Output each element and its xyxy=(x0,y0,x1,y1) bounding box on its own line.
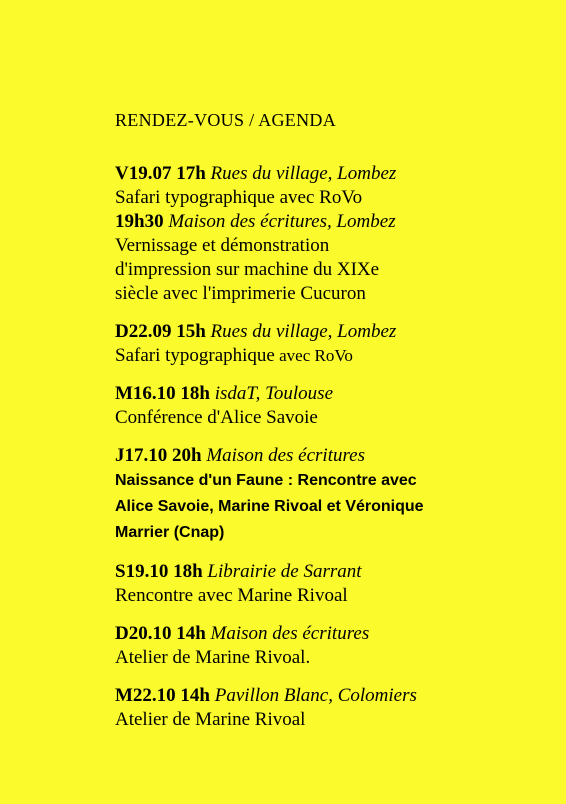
event-item xyxy=(115,382,535,430)
agenda xyxy=(115,108,535,746)
event-date: M16.10 18h xyxy=(115,383,210,404)
event-place: Librairie de Sarrant xyxy=(207,561,362,582)
event-description: Atelier de Marine Rivoal. xyxy=(115,647,311,668)
event-description: Safari typographique avec RoVo xyxy=(115,187,363,208)
event-item xyxy=(115,444,535,546)
event-description-main: Safari typographique xyxy=(115,345,275,366)
event-header xyxy=(115,382,535,406)
event-place: Maison des écritures xyxy=(206,445,365,466)
event-date: V19.07 17h xyxy=(115,163,206,184)
event-description-line: Alice Savoie, Marine Rivoal et Véronique xyxy=(115,498,424,515)
event-description-line: Marrier (Cnap) xyxy=(115,524,225,541)
agenda-heading: RENDEZ-VOUS / AGENDA xyxy=(115,110,336,130)
event-header xyxy=(115,622,535,646)
event-description: Rencontre avec Marine Rivoal xyxy=(115,585,348,606)
event-item xyxy=(115,622,535,670)
event-place: Rues du village, Lombez xyxy=(210,163,397,184)
event-time: 19h30 xyxy=(115,211,164,232)
event-place: Rues du village, Lombez xyxy=(210,321,397,342)
event-item xyxy=(115,162,535,306)
event-place: isdaT, Toulouse xyxy=(214,383,334,404)
event-item xyxy=(115,560,535,608)
event-description xyxy=(115,344,535,368)
event-date: J17.10 20h xyxy=(115,445,202,466)
event-header xyxy=(115,210,535,234)
event-header xyxy=(115,560,535,584)
event-description-line: Vernissage et démonstration xyxy=(115,235,330,256)
event-header xyxy=(115,684,535,708)
event-description-small: avec RoVo xyxy=(274,346,353,365)
event-date: M22.10 14h xyxy=(115,685,210,706)
event-description-line: siècle avec l'imprimerie Cucuron xyxy=(115,283,366,304)
event-header xyxy=(115,162,535,186)
event-description-line: d'impression sur machine du XIXe xyxy=(115,259,380,280)
event-date: S19.10 18h xyxy=(115,561,203,582)
event-description-line: Naissance d'un Faune : Rencontre avec xyxy=(115,472,417,489)
event-date: D20.10 14h xyxy=(115,623,206,644)
event-place: Maison des écritures, Lombez xyxy=(168,211,396,232)
event-header xyxy=(115,320,535,344)
event-place: Maison des écritures xyxy=(210,623,370,644)
event-item xyxy=(115,320,535,368)
event-place: Pavillon Blanc, Colomiers xyxy=(214,685,417,706)
event-header xyxy=(115,444,535,468)
event-date: D22.09 15h xyxy=(115,321,206,342)
event-item xyxy=(115,684,535,732)
event-description: Atelier de Marine Rivoal xyxy=(115,709,306,730)
event-description: Conférence d'Alice Savoie xyxy=(115,407,318,428)
